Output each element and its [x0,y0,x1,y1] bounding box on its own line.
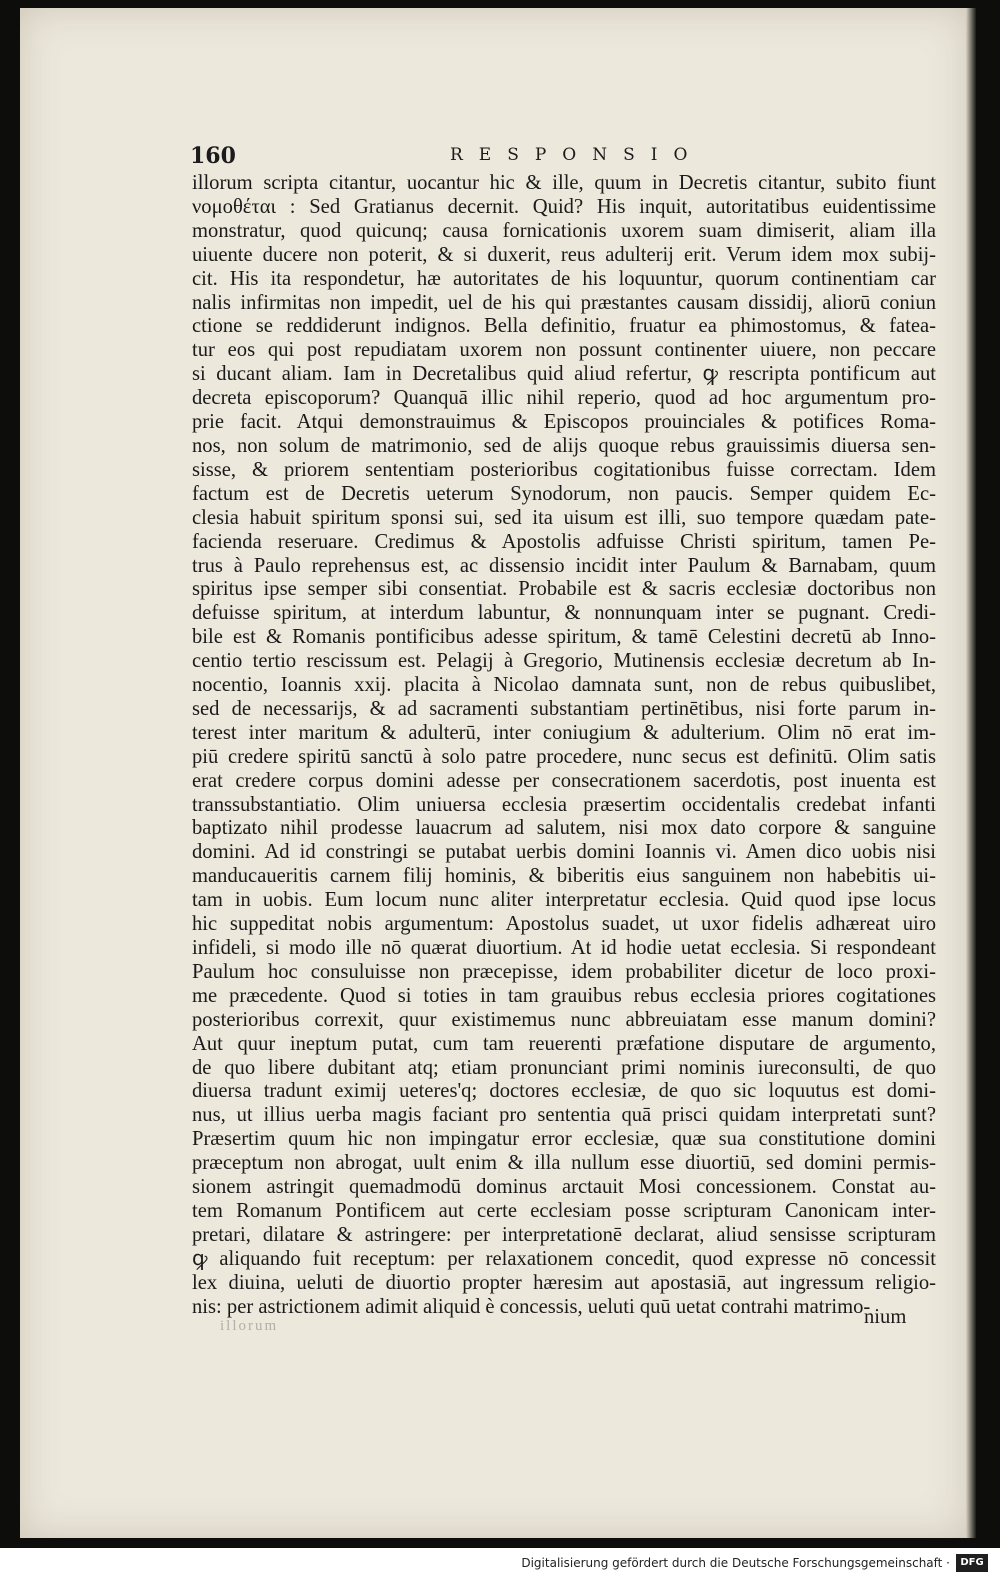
funding-credit: Digitalisierung gefördert durch die Deutsche Forschungsgemeinschaft · [521,1556,950,1570]
page-header [190,143,710,173]
text-line: transsubstantiatio. Olim uniuersa ecclesia præsertim occidentalis credebat infanti [192,793,936,816]
text-line: defuisse spiritum, at interdum labuntur, & nonnunquam inter se pugnant. Credi- [192,602,936,625]
text-line: terest inter maritum & adulterū, inter coniugium & adulterium. Olim nō erat im- [192,721,936,744]
text-line: Paulum hoc consuluisse non præcepisse, idem probabiliter dicetur de loco proxi- [192,960,936,983]
text-line: sionem astringit quemadmodū dominus arctauit Mosi concessionem. Constat au- [192,1176,936,1199]
text-line: decreta episcoporum? Quanquā illic nihil reperio, quod ad hoc argumentum pro- [192,387,936,410]
text-line: sisse, & priorem sententiam posterioribus cogitationibus fuisse correctam. Idem [192,458,936,481]
running-head: RESPONSIO [450,145,704,165]
text-line: prie facit. Atqui demonstrauimus & Episcopos prouinciales & potifices Roma- [192,411,936,434]
text-line: cit. His ita respondetur, hæ autoritates de his loquuntur, quorum continentiam car [192,267,936,290]
text-line: monstratur, quod quicunq; causa fornicationis uxorem suam dimiserit, aliam illa [192,219,936,242]
text-line: nis: per astrictionem adimit aliquid è concessis, ueluti quū uetat contrahi matrimo- [192,1295,871,1318]
text-line: bile est & Romanis pontificibus adesse spiritum, & tamē Celestini decretū ab Inno- [192,626,936,649]
text-line: nus, ut illius uerba magis faciant pro sententia quā prisci quidam interpretati sunt? [192,1104,936,1127]
text-line: factum est de Decretis ueterum Synodorum, non paucis. Semper quidem Ec- [192,482,936,505]
footer-bar [0,1548,1000,1584]
text-line: baptizato nihil prodesse lauacrum ad salutem, nisi mox dato corpore & sanguine [192,817,936,840]
text-line: facienda reseruare. Credimus & Apostolis adfuisse Christi spiritum, tamen Pe- [192,530,936,553]
text-line: nalis infirmitas non impedit, uel de his qui præstantes causam dissidij, aliorū coniun [192,291,936,314]
text-line: ctione se reddiderunt indignos. Bella definitio, fruatur ea phimostomus, & fatea- [192,315,936,338]
dfg-logo: DFG [956,1554,988,1572]
catchword: nium [864,1306,907,1328]
text-line: erat credere corpus domini adesse per consecrationem sacerdotis, post inuenta est [192,769,936,792]
bleed-through-text: illorum [220,1318,279,1334]
text-line: νομοθέται : Sed Gratianus decernit. Quid? His inquit, autoritatibus euidentissime [192,195,936,218]
text-line: piū credere spiritū sanctū à solo patre procedere, nunc secus est definitū. Olim satis [192,745,936,768]
text-line: clesia habuit spiritum sponsi sui, sed ita uisum est illi, suo tempore quædam pate- [192,506,936,529]
text-line: Aut quur ineptum putat, cum tam reuerenti præfatione disputare de argumento, [192,1032,936,1055]
body-text [192,172,936,1320]
text-line: centio tertio rescissum est. Pelagij à Gregorio, Mutinensis ecclesiæ decretum ab In- [192,650,936,673]
page-gutter [966,8,976,1538]
text-line: Præsertim quum hic non impingatur error ecclesiæ, quæ sua constitutione domini [192,1128,936,1151]
text-line: pretari, dilatare & astringere: per interpretationē declarat, aliud sensisse scripturam [192,1223,936,1246]
text-line: nocentio, Ioannis xxij. placita à Nicolao damnata sunt, non de rebus quibuslibet, [192,674,936,697]
text-line: tem Romanum Pontificem aut certe ecclesiam posse scripturam Canonicam inter- [192,1199,936,1222]
text-line: præceptum non abrogat, uult enim & illa nullum esse diuortiū, sed domini permis- [192,1152,936,1175]
text-line: trus à Paulo reprehensus est, ac dissensio incidit inter Paulum & Barnabam, quum [192,554,936,577]
text-line: ꝙ aliquando fuit receptum: per relaxationem concedit, quod expresse nō concessit [192,1247,936,1270]
text-line: tur eos qui post repudiatam uxorem non possunt continenter uiuere, non peccare [192,339,936,362]
text-line: me præcedente. Quod si toties in tam grauibus rebus ecclesia priores cogitationes [192,984,936,1007]
text-line: infideli, si modo ille nō quærat diuortium. At id hodie uetat ecclesia. Si respondeant [192,937,936,959]
text-line: si ducant aliam. Iam in Decretalibus quid aliud refertur, ꝙ rescripta pontificum aut [192,363,936,386]
text-line: spiritus ipse semper sibi consentiat. Probabile est & sacris ecclesiæ doctoribus non [192,578,936,601]
page-number: 160 [190,143,236,169]
text-line: nos, non solum de matrimonio, sed de alijs quoque rebus grauissimis diuersa sen- [192,434,936,457]
text-line: de quo libere dubitant atq; etiam pronunciant primi nominis iureconsulti, de quo [192,1056,936,1079]
text-line: sed de necessarijs, & ad sacramenti substantiam pertinētibus, nisi forte parum in- [192,697,936,720]
text-line: domini. Ad id constringi se putabat uerbis domini Ioannis vi. Amen dico uobis nisi [192,841,936,864]
text-line: uiuente ducere non poterit, & si duxerit, reus adulterij erit. Verum idem mox subij- [192,243,936,266]
text-line: lex diuina, ueluti de diuortio propter hæresim aut apostasiā, aut ingressum religio- [192,1271,936,1294]
text-line: tam in uobis. Eum locum nunc aliter interpretatur ecclesia. Quid quod ipse locus [192,889,936,912]
text-line: posterioribus correxit, quur existimemus nunc abbreuiatam esse manum domini? [192,1008,936,1031]
text-line: manducaueritis carnem filij hominis, & biberitis eius sanguinem non habebitis ui- [192,865,936,888]
text-line: hic suppeditat nobis argumentum: Apostolus suadet, ut uxor fidelis adhæreat uiro [192,913,936,936]
text-line: diuersa tradunt eximij ueteres'q; doctores ecclesiæ, de quo sic loquutus est domi- [192,1080,936,1103]
text-line: illorum scripta citantur, uocantur hic & ille, quum in Decretis citantur, subito fiunt [192,172,936,194]
